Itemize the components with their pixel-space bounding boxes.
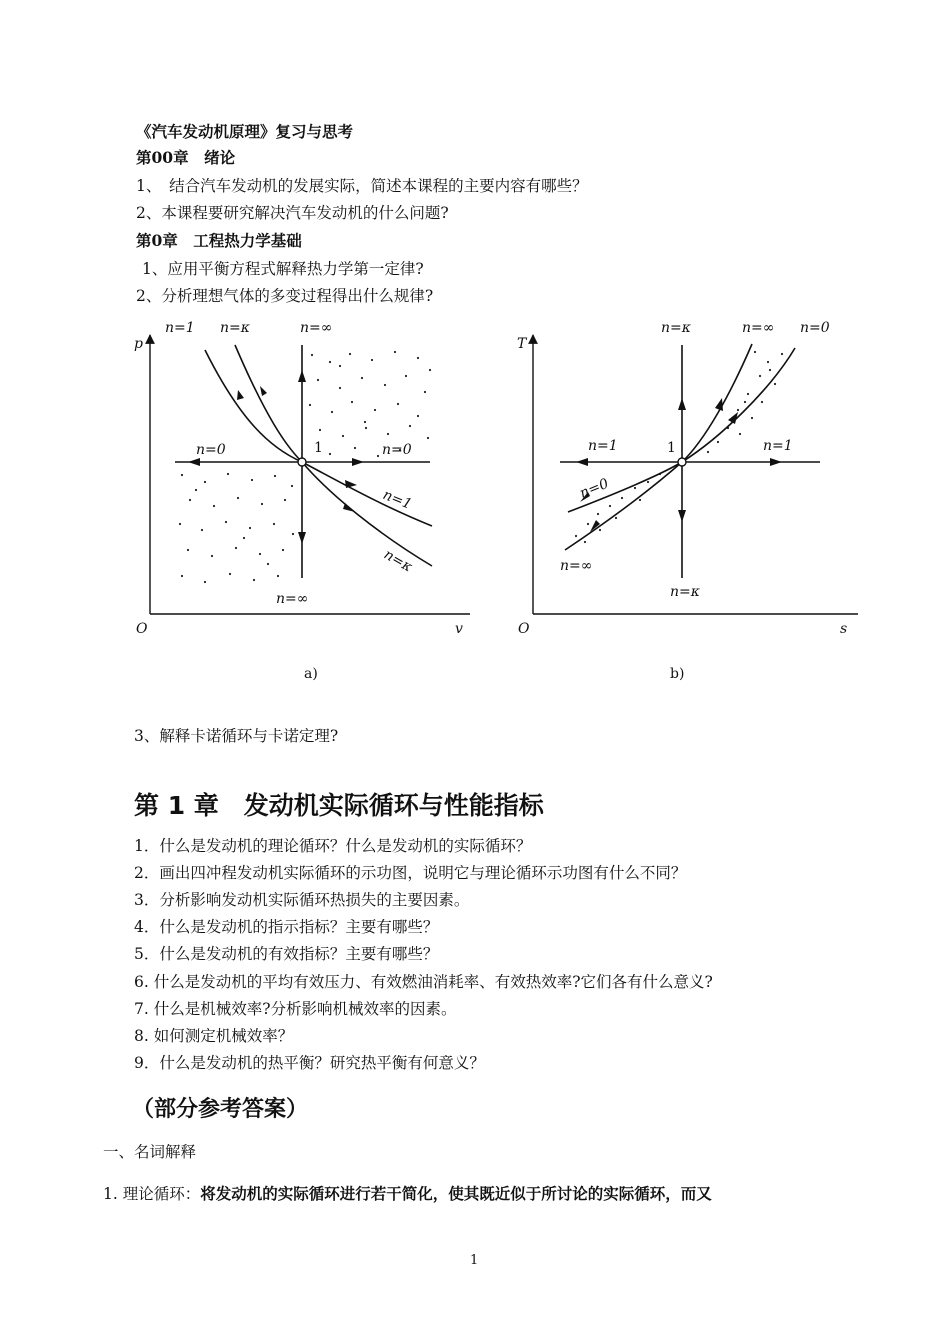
ch00-question-1: 1、 结合汽车发动机的发展实际，简述本课程的主要内容有哪些？	[136, 177, 588, 195]
ts-label-nk-bottom: n=κ	[670, 584, 700, 600]
ch1-question-2: 2．画出四冲程发动机实际循环的示功图，说明它与理论循环示功图有什么不同？	[134, 864, 687, 882]
pv-origin: O	[136, 621, 148, 637]
ch1-question-3: 3．分析影响发动机实际循环热损失的主要因素。	[134, 891, 470, 909]
answer-item-1-text: 将发动机的实际循环进行若干简化，使其既近似于所讨论的实际循环，而又	[200, 1185, 712, 1203]
ts-label-nk-top: n=κ	[661, 320, 691, 336]
pv-label-nk-right: n=κ	[381, 546, 415, 576]
chapter-1-title: 第 1 章 发动机实际循环与性能指标	[134, 791, 544, 820]
ch1-question-4: 4．什么是发动机的指示指标？主要有哪些？	[134, 918, 439, 936]
figure-caption-b: b)	[670, 666, 685, 682]
pv-stipple-upper-right	[309, 351, 431, 457]
answers-section-title: 一、名词解释	[103, 1143, 197, 1161]
pv-label-nk-top: n=κ	[220, 320, 250, 336]
ch0-question-1: 1、应用平衡方程式解释热力学第一定律?	[142, 260, 424, 278]
ch1-question-6: 6. 什么是发动机的平均有效压力、有效燃油消耗率、有效热效率?它们各有什么意义?	[134, 973, 713, 991]
chapter-00-title: 第00章 绪论	[136, 148, 236, 167]
pv-label-ninf-top: n=∞	[300, 320, 333, 336]
ts-ylabel: T	[517, 336, 527, 352]
polytropic-process-figure	[0, 310, 950, 690]
ch00-question-2: 2、本课程要研究解决汽车发动机的什么问题?	[136, 204, 449, 222]
pv-label-n0-right: n=0	[382, 442, 412, 458]
pv-ylabel: p	[134, 336, 143, 352]
answer-item-1-label: 1. 理论循环：	[103, 1185, 201, 1203]
ts-label-n0-left: n=0	[577, 475, 611, 502]
ts-label-n0-top: n=0	[800, 320, 830, 336]
ch1-question-8: 8. 如何测定机械效率？	[134, 1027, 294, 1045]
ch1-question-7: 7. 什么是机械效率?分析影响机械效率的因素。	[134, 1000, 457, 1018]
answer-item-1	[103, 1182, 712, 1204]
answers-heading: （部分参考答案）	[132, 1097, 309, 1122]
page-number: 1	[470, 1253, 479, 1268]
pv-diagram	[134, 320, 470, 637]
ts-xlabel: s	[840, 621, 848, 637]
ts-origin: O	[518, 621, 530, 637]
ts-label-n1-right: n=1	[763, 438, 793, 454]
pv-label-n0-left: n=0	[196, 442, 226, 458]
ts-point-label: 1	[667, 440, 676, 456]
pv-label-ninf-bottom: n=∞	[276, 591, 309, 607]
ts-label-ninf-left: n=∞	[560, 558, 593, 574]
figure-caption-a: a)	[304, 666, 318, 682]
pv-xlabel: v	[455, 621, 463, 637]
ts-label-n1-left: n=1	[588, 438, 618, 454]
ch0-question-2: 2、分析理想气体的多变过程得出什么规律?	[136, 287, 434, 305]
ch1-question-1: 1．什么是发动机的理论循环？什么是发动机的实际循环？	[134, 837, 532, 855]
chapter-0-title: 第0章 工程热力学基础	[136, 231, 302, 250]
pv-point-label: 1	[314, 440, 323, 456]
document-title: 《汽车发动机原理》复习与思考	[136, 122, 354, 141]
pv-label-n1-top: n=1	[165, 320, 195, 336]
pv-stipple-lower-left	[179, 473, 294, 583]
ts-diagram	[517, 320, 858, 637]
ts-label-ninf-top: n=∞	[742, 320, 775, 336]
ch1-question-9: 9．什么是发动机的热平衡？研究热平衡有何意义？	[134, 1054, 485, 1072]
ch0-question-3: 3、解释卡诺循环与卡诺定理?	[134, 727, 339, 745]
pv-label-n1-right: n=1	[380, 486, 414, 513]
ch1-question-5: 5．什么是发动机的有效指标？主要有哪些？	[134, 945, 439, 963]
